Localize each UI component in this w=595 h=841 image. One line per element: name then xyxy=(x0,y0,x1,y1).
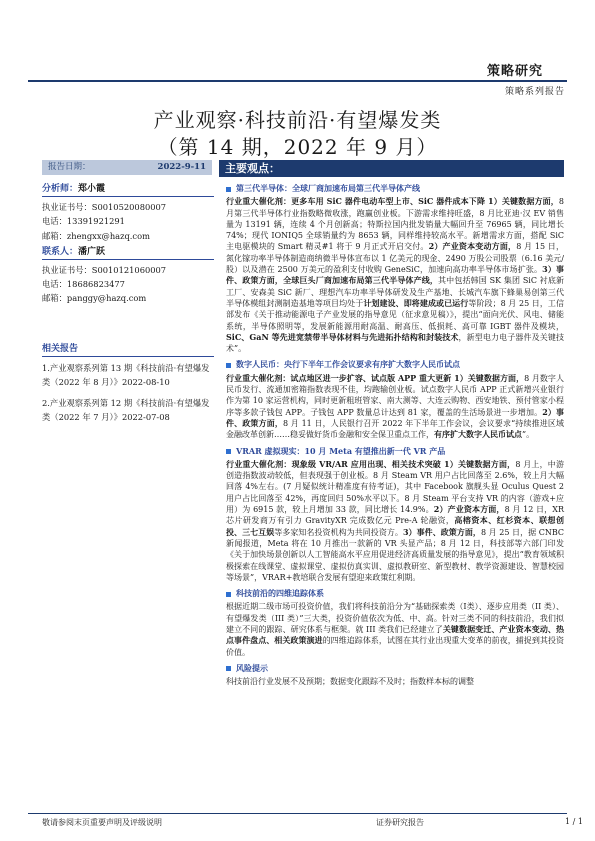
related-report-item[interactable]: 1.产业观察系列第 13 期《科技前沿·有望爆发类（2022 年 8 月）》2022-08-10 xyxy=(42,362,210,388)
bullet-square-icon xyxy=(226,666,231,671)
page-title: 产业观察·科技前沿·有望爆发类 xyxy=(153,108,442,132)
analyst-name: 郑小霞 xyxy=(78,184,106,194)
footer-report-type: 证券研究报告 xyxy=(376,818,424,827)
related-reports-heading: 相关报告 xyxy=(42,342,214,357)
section-paragraph: 行业重大催化剂：更多车用 SiC 器件电动车型上市、SiC 器件成本下降 1）关键数据方面，8 月第三代半导体行业指数略微收涨，跑赢创业板。下游需求维持旺盛，8 月比亚迪·汉 EV 销售量为 13191 辆，连续 4 个月创新高；特斯拉国内批发销量大幅回升至 76965 辆，同比增长 74%；现代 IONIQ5 全球销量约为 8653 辆，同样维持较高水平。新增需求方面，搭配 SiC 主电驱模块的 Smart 精灵#1 将于 9 月正式开启交付。2）产业资本变动方面，8 月 15 日，氮化镓功率半导体制造商纳微半导体宣布以 1 亿美元的现金、2490 万股公司股票（6.16 美元/股）以及潜在 2500 万美元的盈利支付收购 GeneSiC，加速向高功率半导体市场扩张。3）事件、政策方面，全球巨头厂商加速布局第三代半导体产线，其中包括韩国 SK 集团 SiC 衬底新工厂、安森美 SiC 新厂、理想汽车功率半导体研发及生产基地、长城汽车旗下蜂巢易创第三代半导体模组封测制造基地等项目均处于计划建设、即将建成或已运行等阶段；8 月 25 日，工信部发布《关于推动能源电子产业发展的指导意见（征求意见稿）》，提出“面向光伏、风电、储能系统，半导体照明等，发展新能源用耐高温、耐高压、低损耗、高可靠 IGBT 器件及模块，SiC、GaN 等先进宽禁带半导体材料与先进拓扑结构和封装技术，新型电力电子器件及关键技术”。 xyxy=(226,196,565,354)
key-points-heading: 主要观点： xyxy=(219,160,564,177)
main-content xyxy=(226,182,564,692)
contact-license: 执业证书号：S0010121060007 xyxy=(42,265,167,276)
bullet-square-icon xyxy=(226,449,231,454)
analyst-heading: 分析师：郑小霞 xyxy=(42,182,214,197)
contact-email[interactable]: 邮箱：panggy@hazq.com xyxy=(42,293,147,304)
analyst-phone: 电话：13391921291 xyxy=(42,216,125,227)
report-series: 策略系列报告 xyxy=(504,87,565,97)
report-date-bar xyxy=(42,160,212,175)
report-category: 策略研究 xyxy=(486,64,543,79)
report-date-label: 报告日期： xyxy=(48,162,91,172)
page-subtitle: （第 14 期，2022 年 9 月） xyxy=(157,135,438,159)
section-paragraph: 行业重大催化剂：试点地区进一步扩容、试点版 APP 重大更新 1）关键数据方面，8 月数字人民币发行、流通加密箱指数表现不佳，均跑输创业板。试点数字人民币 APP 正式新增兴业银行作为第 10 家运营机构，同时更新粗班管家、南大测等、大连云购物、西安地铁、预付管家小程序等多款子钱包 APP。子钱包 APP 数量总计达到 81 家，覆盖的生活场景进一步增加。2）事件、政策方面，8 月 11 日，人民银行召开 2022 年下半年工作会议，会议要求“持续推进区域金融改革创新……稳妥做好货币金融和安全保卫重点工作，有序扩大数字人民币试点”。 xyxy=(226,372,565,440)
analyst-email[interactable]: 邮箱：zhengxx@hazq.com xyxy=(42,230,150,241)
bullet-square-icon xyxy=(226,363,231,368)
sidebar xyxy=(42,182,214,431)
bullet-square-icon xyxy=(226,592,231,597)
section-paragraph: 根据近期二级市场可投资价值，我们将科技前沿分为“基础探索类（I类）、逐步应用类（II 类）、有望爆发类（III 类）”三大类，投资价值依次为低、中、高。针对三类不同的科技前沿，我们拟建立不同的跟踪、研究体系与框架。就 III 类我们已经建立了关键数据变迁、产业资本变动、热点事件盘点、相关政策演进的四维追踪体系，试图在其行业出现重大变革的前夜，捕捉到其投资价值。 xyxy=(226,602,565,657)
contact-heading: 联系人：潘广跃 xyxy=(42,245,214,260)
section-heading: 数字人民币：央行下半年工作会议要求有序扩大数字人民币试点 xyxy=(226,359,564,370)
section-heading: 风险提示 xyxy=(226,663,564,674)
footer-disclaimer: 敬请参阅末页重要声明及评级说明 xyxy=(42,818,162,827)
report-date-value: 2022-9-11 xyxy=(157,162,206,172)
section-paragraph: 行业重大催化剂：现象级 VR/AR 应用出现、相关技术突破 1）关键数据方面，8 月上，中游创造指数波动较低，但表现强于创业板。8 月 Steam VR 用户占比回落至 2.6%，较上月大幅回落 4%左右。(7 月疑似统计精准度有待考证)，其中 Facebook 旗舰头显 Oculus Quest 2 用户占比回落至 42%，再度回归 50%水平以下。8 月 Steam 平台支持 VR 的内容（游戏+应用）为 6915 款，较上月增加 33 款，同比增长 14.9%。2）产业资本方面，8 月 12 日，XR 芯片研发商万有引力 GravityXR 完成数亿元 Pre-A 轮融资，高榕资本、红杉资本、联想创投、三七互娱等多家知名投资机构为共同投资方。3）事件、政策方面，8 月 25 日，据 CNBC 新闻报道，Meta 将在 10 月推出一款新的 VR 头显产品；8 月 12 日，科技部等六部门印发《关于加快场景创新以人工智能高水平应用促进经济高质量发展的指导意见》，提出“教育领域积极探索在线课堂、虚拟课堂、虚拟仿真实训、虚拟教研室、新型教材、教学资源建设、智慧校园等场景”，VRAR+教培联合发展有望迎来政策红利期。 xyxy=(226,458,565,582)
section-heading: 第三代半导体：全球厂商加速布局第三代半导体产线 xyxy=(226,183,564,194)
contact-phone: 电话：18686823477 xyxy=(42,279,125,290)
contact-name: 潘广跃 xyxy=(78,246,106,257)
section-heading: 科技前沿的四维追踪体系 xyxy=(226,588,564,599)
footer-divider xyxy=(28,813,567,814)
related-report-item[interactable]: 2.产业观察系列第 12 期《科技前沿·有望爆发类（2022 年 7 月）》2022-07-08 xyxy=(42,397,210,423)
section-heading: VRAR 虚拟现实：10 月 Meta 有望推出新一代 VR 产品 xyxy=(226,446,564,457)
header-divider xyxy=(28,80,567,82)
bullet-square-icon xyxy=(226,187,231,192)
analyst-license: 执业证书号：S0010520080007 xyxy=(42,202,167,213)
section-paragraph: 科技前沿行业发展不及预期；数据变化跟踪不及时；指数样本标的调整 xyxy=(226,677,474,687)
page-number: 1 / 1 xyxy=(565,817,583,826)
